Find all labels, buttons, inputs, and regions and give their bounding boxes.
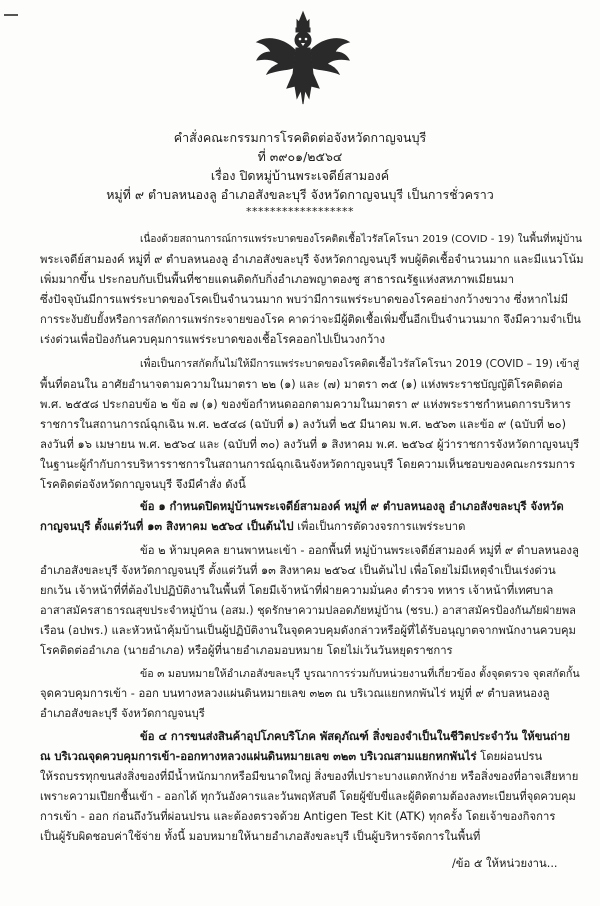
clause-3-line: อำเภอสังขละบุรี จังหวัดกาญจนบุรี xyxy=(40,707,205,720)
body-line: ซึ่งปัจจุบันมีการแพร่ระบาดของโรคเป็นจำนวนมาก พบว่ามีการแพร่ระบาดของโรคอย่างกว้างขวาง ซึ่งหากไม่มี xyxy=(40,293,569,306)
clause-4-line: ให้รถบรรทุกขนส่งสิ่งของที่มีน้ำหนักมากหรือมีขนาดใหญ่ สิ่งของที่เปราะบางแตกหักง่าย หรือสิ่งของที่อาจเสียหาย xyxy=(40,770,579,783)
body-line: ในฐานะผู้กำกับการบริหารราชการในสถานการณ์ฉุกเฉินจังหวัดกาญจนบุรี โดยความเห็นชอบของคณะกรรมการ xyxy=(40,458,576,471)
clause-2-line: เรือน (อปพร.) และหัวหน้าคุ้มบ้านเป็นผู้ปฏิบัติงานในจุดควบคุมดังกล่าวหรือผู้ที่ได้รับอนุญาตจากพนักงานควบคุม xyxy=(40,624,577,637)
order-number: ที่ ๓๙๐๑/๒๕๖๔ xyxy=(257,149,343,164)
clause-1-line: ข้อ ๑ กำหนดปิดหมู่บ้านพระเจดีย์สามองค์ หมู่ที่ ๙ ตำบลหนองลู อำเภอสังขละบุรี จังหวัด xyxy=(140,500,564,513)
body-line: เพื่อเป็นการสกัดกั้นไม่ให้มีการแพร่ระบาดของโรคติดเชื้อไวรัสโคโรนา 2019 (COVID – 19) เข้าสู่ xyxy=(140,358,580,370)
clause-2-line: อำเภอสังขละบุรี จังหวัดกาญจนบุรี ตั้งแต่วันที่ ๑๓ สิงหาคม ๒๕๖๔ เป็นต้นไป เพื่อโดยไม่มีเหตุจำเป็นเร่งด่วน xyxy=(40,564,556,577)
continuation-note: /ข้อ ๕ ให้หน่วยงาน... xyxy=(452,857,558,870)
clause-1-line xyxy=(40,519,465,534)
body-line: พ.ศ. ๒๕๕๘ ประกอบข้อ ๒ ข้อ ๗ (๑) ของข้อกำหนดออกตามความในมาตรา ๙ แห่งพระราชกำหนดการบริหาร xyxy=(40,398,571,411)
body-line: โรคติดต่อจังหวัดกาญจนบุรี จึงมีคำสั่ง ดังนี้ xyxy=(40,478,246,491)
order-title: คำสั่งคณะกรรมการโรคติดต่อจังหวัดกาญจนบุรี xyxy=(173,130,427,145)
body-line: เร่งด่วนเพื่อป้องกันควบคุมการแพร่ระบาดของเชื้อโรคออกไปเป็นวงกว้าง xyxy=(40,333,386,346)
garuda-emblem-icon xyxy=(253,8,353,108)
body-line: การระงับยับยั้งหรือการสกัดการแพร่กระจายของโรค คาดว่าจะมีผู้ติดเชื้อเพิ่มขึ้นอีกเป็นจำนวนมาก จึงมีความจำเป็น xyxy=(40,313,581,326)
clause-4-line: เป็นผู้รับผิดชอบค่าใช้จ่าย ทั้งนี้ มอบหมายให้นายอำเภอสังขละบุรี เป็นผู้บริหารจัดการในพื้นที่ xyxy=(40,830,481,843)
body-line: ราชการในสถานการณ์ฉุกเฉิน พ.ศ. ๒๕๔๘ (ฉบับที่ ๑) ลงวันที่ ๒๕ มีนาคม พ.ศ. ๒๕๖๓ และข้อ ๙ (ฉบับที่ ๒๐) xyxy=(40,418,566,431)
clause-4-location: ณ บริเวณจุดควบคุมการเข้า-ออกทางหลวงแผ่นดินหมายเลข ๓๒๓ บริเวณสามแยกหกพันไร่ xyxy=(40,750,477,763)
clause-3-line: จุดควบคุมการเข้า - ออก บนทางหลวงแผ่นดินหมายเลข ๓๒๓ ณ บริเวณแยกหกพันไร่ หมู่ที่ ๙ ตำบลหนองลู xyxy=(40,687,550,700)
body-line: เพิ่มมากขึ้น ประกอบกับเป็นพื้นที่ชายแดนติดกับกิ่งอำเภอพญาตองซู สาธารณรัฐแห่งสหภาพเมียนมา xyxy=(40,273,515,286)
clause-2-line: โรคติดต่ออำเภอ (นายอำเภอ) หรือผู้ที่นายอำเภอมอบหมาย โดยไม่เว้นวันหยุดราชการ xyxy=(40,644,453,657)
order-subject: เรื่อง ปิดหมู่บ้านพระเจดีย์สามองค์ xyxy=(210,168,390,183)
separator-stars: ****************** xyxy=(246,205,354,218)
clause-1-purpose: เพื่อเป็นการตัดวงจรการแพร่ระบาด xyxy=(297,520,466,533)
body-line: เนื่องด้วยสถานการณ์การแพร่ระบาดของโรคติดเชื้อไวรัสโคโรนา 2019 (COVID - 19) ในพื้นที่หมู่บ้าน xyxy=(140,234,582,245)
scan-mark xyxy=(4,14,18,16)
clause-4-line: ข้อ ๔ การขนส่งสินค้าอุปโภคบริโภค พัสดุภัณฑ์ สิ่งของจำเป็นในชีวิตประจำวัน ให้ขนถ่าย xyxy=(140,730,570,743)
clause-4-line xyxy=(40,749,542,764)
clause-4-relaxation: โดยผ่อนปรน xyxy=(480,750,543,763)
clause-2-line: ข้อ ๒ ห้ามบุคคล ยานพาหนะเข้า - ออกพื้นที่ หมู่บ้านพระเจดีย์สามองค์ หมู่ที่ ๙ ตำบลหนองลู xyxy=(140,544,579,557)
clause-4-line: เพราะความเปียกชื้นเข้า - ออกได้ ทุกวันอังคารและวันพฤหัสบดี โดยผู้ขับขี่และผู้ติดตามต้องลงทะเบียนที่จุดควบคุม xyxy=(40,790,576,803)
clause-2-line: ยกเว้น เจ้าหน้าที่ที่ต้องไปปฏิบัติงานในพื้นที่ โดยมีเจ้าหน้าที่ฝ่ายความมั่นคง ตำรวจ ทหาร เจ้าหน้าที่เทศบาล xyxy=(40,584,554,597)
body-line: พระเจดีย์สามองค์ หมู่ที่ ๙ ตำบลหนองลู อำเภอสังขละบุรี จังหวัดกาญจนบุรี พบผู้ติดเชื้อจำนวนมาก และมีแนวโน้ม xyxy=(40,253,584,266)
clause-3-line: ข้อ ๓ มอบหมายให้อำเภอสังขละบุรี บูรณาการร่วมกับหน่วยงานที่เกี่ยวข้อง ตั้งจุดตรวจ จุดสกัดกั้น xyxy=(140,667,580,680)
body-line: ลงวันที่ ๑๖ เมษายน พ.ศ. ๒๕๖๔ และ (ฉบับที่ ๓๐) ลงวันที่ ๑ สิงหาคม พ.ศ. ๒๕๖๔ ผู้ว่าราชการจังหวัดกาญจนบุรี xyxy=(40,438,580,451)
order-subject-continued: หมู่ที่ ๙ ตำบลหนองลู อำเภอสังขละบุรี จังหวัดกาญจนบุรี เป็นการชั่วคราว xyxy=(106,187,494,202)
body-line: พื้นที่ตอนใน อาศัยอำนาจตามความในมาตรา ๒๒ (๑) และ (๗) มาตรา ๓๕ (๑) แห่งพระราชบัญญัติโรคติดต่อ xyxy=(40,378,563,391)
clause-1-date: กาญจนบุรี ตั้งแต่วันที่ ๑๓ สิงหาคม ๒๕๖๔ เป็นต้นไป xyxy=(40,520,294,533)
clause-2-line: อาสาสมัครสาธารณสุขประจำหมู่บ้าน (อสม.) ชุดรักษาความปลอดภัยหมู่บ้าน (ชรบ.) อาสาสมัครป้องกันภัยฝ่ายพล xyxy=(40,604,576,617)
clause-4-line: การเข้า - ออก ก่อนถึงวันที่ผ่อนปรน และต้องตรวจด้วย Antigen Test Kit (ATK) ทุกครั้ง โดยเจ้าของกิจการ xyxy=(40,810,556,823)
